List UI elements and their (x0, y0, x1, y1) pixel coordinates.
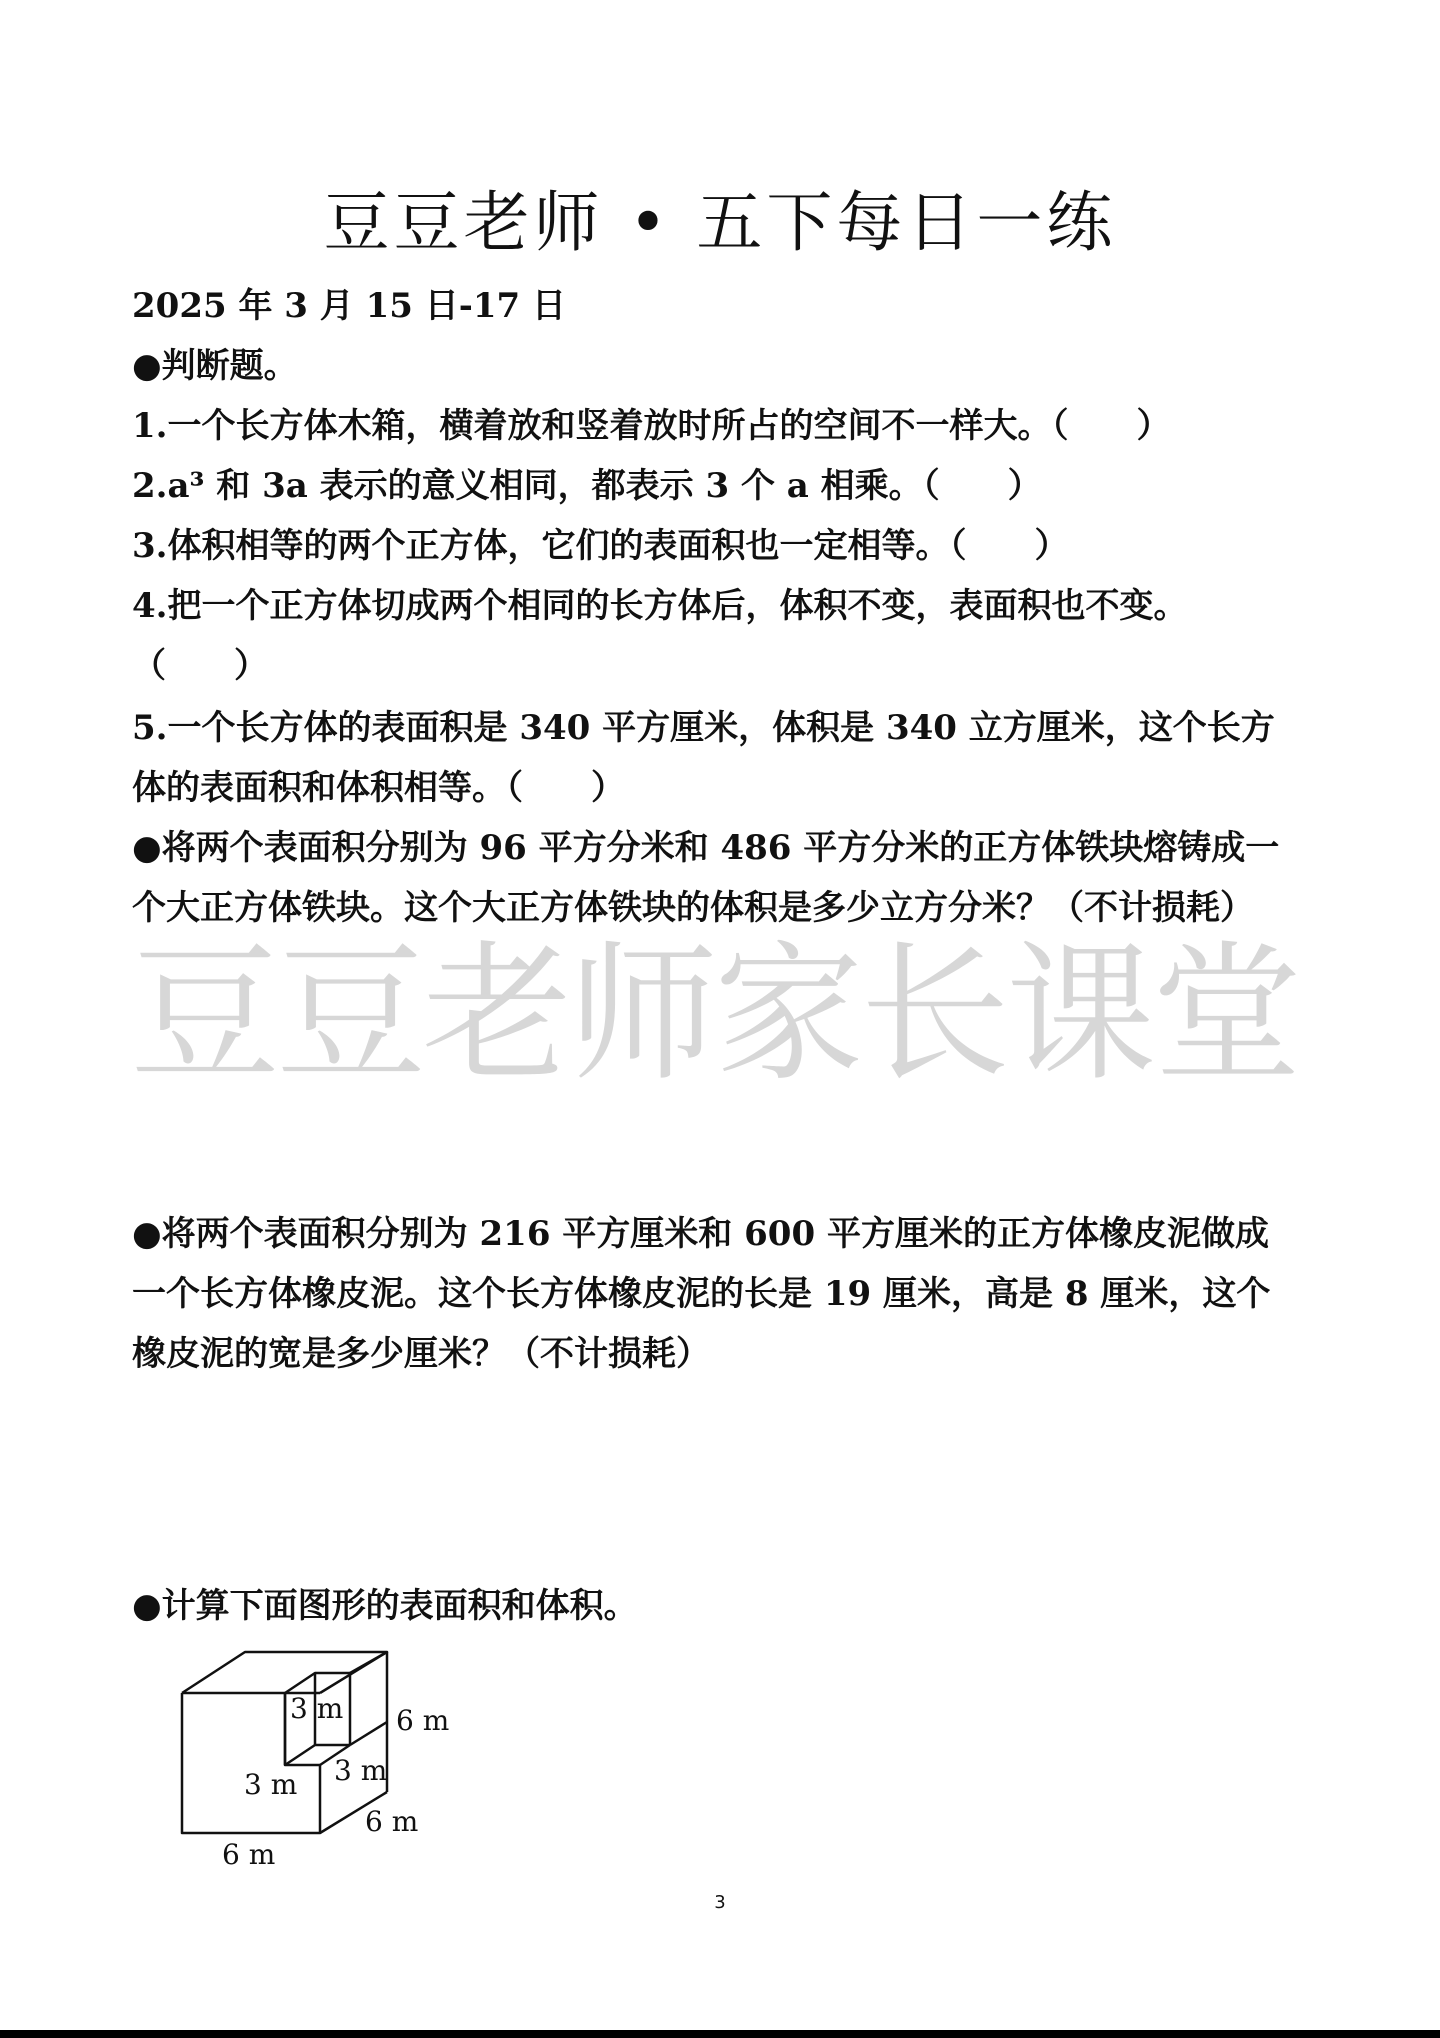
notch-back-wall (285, 1673, 350, 1693)
label-right-height: 6 m (396, 1704, 450, 1737)
label-step-side: 3 m (334, 1754, 388, 1787)
page-title: 豆豆老师 • 五下每日一练 (323, 184, 1117, 261)
judgment-item-5-line2: 体的表面积和体积相等。（ ） (132, 768, 625, 808)
label-depth: 6 m (365, 1805, 419, 1838)
step-solid-figure (170, 1640, 470, 1890)
watermark: 豆豆老师家长课堂 (130, 928, 1299, 1102)
judgment-heading: ●判断题。 (132, 346, 298, 386)
judgment-item-3: 3.体积相等的两个正方体，它们的表面积也一定相等。（ ） (132, 526, 1069, 566)
label-step-top: 3 m (244, 1768, 298, 1801)
judgment-item-2: 2.a³ 和 3a 表示的意义相同，都表示 3 个 a 相乘。（ ） (132, 466, 1042, 506)
judgment-item-4: 4.把一个正方体切成两个相同的长方体后，体积不变，表面积也不变。 (132, 586, 1188, 626)
label-inner-top: 3 m (290, 1692, 344, 1725)
problem1-line1: ●将两个表面积分别为 96 平方分米和 486 平方分米的正方体铁块熔铸成一 (132, 828, 1280, 868)
judgment-item-5-line1: 5.一个长方体的表面积是 340 平方厘米，体积是 340 立方厘米，这个长方 (132, 708, 1275, 748)
problem2-line2: 一个长方体橡皮泥。这个长方体橡皮泥的长是 19 厘米，高是 8 厘米，这个 (132, 1274, 1271, 1314)
bottom-border (0, 2030, 1440, 2038)
notch-top-link (350, 1652, 387, 1673)
judgment-item-4-blank: （ ） (132, 646, 268, 686)
problem3-heading: ●计算下面图形的表面积和体积。 (132, 1586, 638, 1626)
problem2-line3: 橡皮泥的宽是多少厘米？（不计损耗） (132, 1334, 710, 1374)
top-face (182, 1652, 387, 1693)
problem1-line2: 个大正方体铁块。这个大正方体铁块的体积是多少立方分米？（不计损耗） (132, 888, 1254, 928)
page-number: 3 (714, 1892, 726, 1913)
right-step-edge (350, 1722, 387, 1745)
problem2-line1: ●将两个表面积分别为 216 平方厘米和 600 平方厘米的正方体橡皮泥做成 (132, 1214, 1269, 1254)
step-solid-drawing (170, 1640, 470, 1890)
judgment-item-1: 1.一个长方体木箱，横着放和竖着放时所占的空间不一样大。（ ） (132, 406, 1171, 446)
label-bottom: 6 m (222, 1838, 276, 1871)
date-line: 2025 年 3 月 15 日-17 日 (132, 286, 567, 326)
